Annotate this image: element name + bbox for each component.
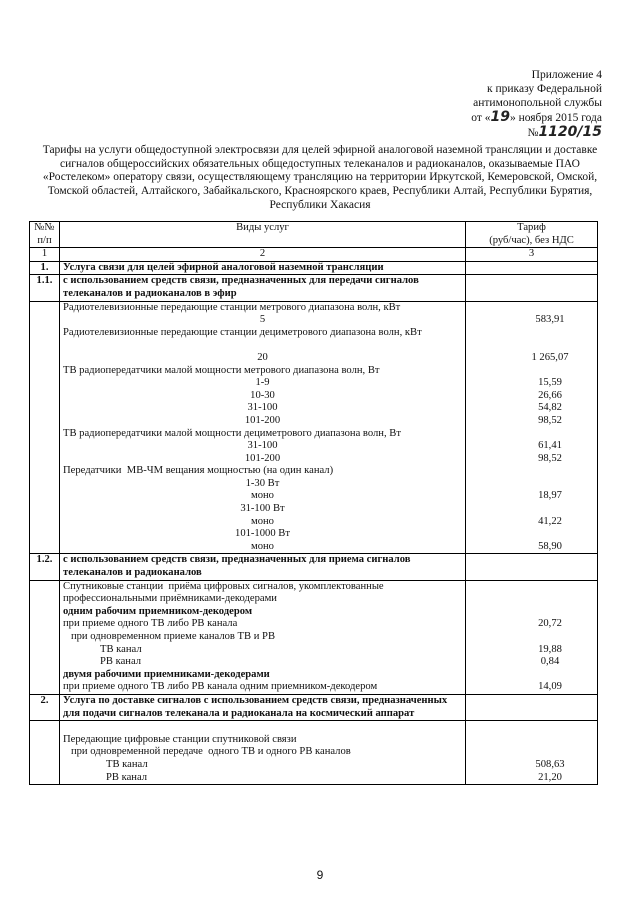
table-row	[30, 465, 598, 478]
service-description: Передатчики МВ-ЧМ вещания мощностью (на один канал)	[60, 465, 466, 478]
row-number	[30, 681, 60, 694]
row-number	[30, 377, 60, 390]
tariff-value: 1 265,07	[466, 352, 598, 365]
table-row	[30, 428, 598, 441]
service-description	[60, 339, 466, 352]
service-description: с использованием средств связи, предназначенных для передачи сигналов телеканалов и радиоканалов в эфир	[60, 275, 466, 301]
tariff-value	[466, 365, 598, 378]
row-number	[30, 669, 60, 682]
tariff-value	[466, 339, 598, 352]
tariff-value: 21,20	[466, 772, 598, 785]
service-description: 5	[60, 314, 466, 327]
table-header-row	[30, 222, 598, 248]
service-description: 31-100 Вт	[60, 503, 466, 516]
service-description: ТВ канал	[60, 644, 466, 657]
service-description: ТВ канал	[60, 759, 466, 772]
tariff-value	[466, 721, 598, 734]
row-number	[30, 516, 60, 529]
tariff-value: 54,82	[466, 402, 598, 415]
tariff-value	[466, 606, 598, 619]
service-description: Передающие цифровые станции спутниковой связи	[60, 734, 466, 747]
row-number	[30, 365, 60, 378]
column-number-1: 1	[30, 248, 60, 262]
row-number	[30, 490, 60, 503]
table-row	[30, 554, 598, 580]
row-number: 1.1.	[30, 275, 60, 301]
table-row	[30, 580, 598, 593]
handwritten-day: 19	[490, 109, 510, 125]
table-row	[30, 669, 598, 682]
table-row	[30, 314, 598, 327]
service-description: одним рабочим приемником-декодером	[60, 606, 466, 619]
column-number-3: 3	[466, 248, 598, 262]
table-row	[30, 759, 598, 772]
table-row	[30, 352, 598, 365]
row-number	[30, 772, 60, 785]
appendix-date-line	[402, 110, 602, 140]
tariff-value: 583,91	[466, 314, 598, 327]
table-row	[30, 365, 598, 378]
row-number	[30, 593, 60, 606]
tariff-table	[29, 221, 598, 785]
row-number	[30, 440, 60, 453]
row-number	[30, 415, 60, 428]
header-tariff: Тариф (руб/час), без НДС	[466, 222, 598, 248]
tariff-value	[466, 503, 598, 516]
tariff-value: 20,72	[466, 618, 598, 631]
row-number	[30, 428, 60, 441]
row-number	[30, 606, 60, 619]
service-description	[60, 721, 466, 734]
column-number-row	[30, 248, 598, 262]
service-description: 101-200	[60, 415, 466, 428]
row-number: 2.	[30, 694, 60, 720]
service-description: профессиональными приёмниками-декодерами	[60, 593, 466, 606]
tariff-value	[466, 631, 598, 644]
appendix-block	[402, 68, 602, 140]
service-description: двумя рабочими приемниками-декодерами	[60, 669, 466, 682]
table-row	[30, 721, 598, 734]
title-line: Томской областей, Алтайского, Забайкальского, Красноярского краев, Республики Алтай, Республики Бурятия,	[47, 185, 593, 198]
tariff-value: 58,90	[466, 541, 598, 554]
tariff-value: 98,52	[466, 453, 598, 466]
table-row	[30, 528, 598, 541]
row-number	[30, 465, 60, 478]
row-number	[30, 618, 60, 631]
service-description: 31-100	[60, 402, 466, 415]
header-number: №№ п/п	[30, 222, 60, 248]
date-mid: » ноября 2015 года №	[509, 112, 602, 139]
row-number	[30, 402, 60, 415]
tariff-value: 0,84	[466, 656, 598, 669]
service-description: 101-1000 Вт	[60, 528, 466, 541]
service-description: при приеме одного ТВ либо РВ канала	[60, 618, 466, 631]
table-row	[30, 631, 598, 644]
service-description: РВ канал	[60, 772, 466, 785]
service-description: с использованием средств связи, предназначенных для приема сигналов телеканалов и радиоканалов	[60, 554, 466, 580]
service-description: 20	[60, 352, 466, 365]
tariff-value	[466, 528, 598, 541]
table-row	[30, 490, 598, 503]
service-description: 1-30 Вт	[60, 478, 466, 491]
title-line: Тарифы на услуги общедоступной электросвязи для целей эфирной аналоговой наземной трансляции и доставке	[42, 144, 598, 156]
service-description: при приеме одного ТВ либо РВ канала одним приемником-декодером	[60, 681, 466, 694]
date-prefix: от «	[471, 112, 491, 124]
service-description: Услуга по доставке сигналов с использованием средств связи, предназначенных для подачи сигналов телеканала и радиоканала на космический аппарат	[60, 694, 466, 720]
row-number	[30, 478, 60, 491]
row-number	[30, 339, 60, 352]
row-number	[30, 631, 60, 644]
title-line: Республики Хакасия	[269, 198, 371, 211]
column-number-2: 2	[60, 248, 466, 262]
row-number	[30, 721, 60, 734]
service-description: 1-9	[60, 377, 466, 390]
tariff-value	[466, 746, 598, 759]
service-description: моно	[60, 541, 466, 554]
row-number	[30, 301, 60, 314]
table-row	[30, 440, 598, 453]
row-number	[30, 644, 60, 657]
table-row	[30, 772, 598, 785]
service-description: ТВ радиопередатчики малой мощности дециметрового диапазона волн, Вт	[60, 428, 466, 441]
service-description: 101-200	[60, 453, 466, 466]
service-description: Радиотелевизионные передающие станции метрового диапазона волн, кВт	[60, 301, 466, 314]
table-row	[30, 390, 598, 403]
tariff-value	[466, 261, 598, 275]
page-number: 9	[316, 868, 324, 882]
table-row	[30, 694, 598, 720]
document-title	[40, 144, 600, 213]
tariff-value: 26,66	[466, 390, 598, 403]
service-description: моно	[60, 516, 466, 529]
table-row	[30, 275, 598, 301]
table-row	[30, 377, 598, 390]
appendix-line-3: антимонопольной службы	[473, 97, 602, 109]
row-number	[30, 734, 60, 747]
tariff-value	[466, 301, 598, 314]
tariff-value: 14,09	[466, 681, 598, 694]
service-description: Спутниковые станции приёма цифровых сигналов, укомплектованные	[60, 580, 466, 593]
appendix-line-2: к приказу Федеральной	[487, 83, 602, 95]
tariff-value: 98,52	[466, 415, 598, 428]
table-row	[30, 644, 598, 657]
service-description: РВ канал	[60, 656, 466, 669]
service-description: 31-100	[60, 440, 466, 453]
service-description: ТВ радиопередатчики малой мощности метрового диапазона волн, Вт	[60, 365, 466, 378]
table-row	[30, 301, 598, 314]
row-number	[30, 352, 60, 365]
table-row	[30, 503, 598, 516]
row-number	[30, 541, 60, 554]
tariff-value: 19,88	[466, 644, 598, 657]
tariff-value	[466, 465, 598, 478]
table-row	[30, 261, 598, 275]
table-row	[30, 453, 598, 466]
tariff-value: 61,41	[466, 440, 598, 453]
handwritten-order-number: 1120/15	[538, 124, 602, 140]
title-line: сигналов общероссийских обязательных общедоступных телеканалов и радиоканалов, оказываемые ПАО	[60, 157, 580, 170]
row-number	[30, 656, 60, 669]
row-number	[30, 528, 60, 541]
tariff-value	[466, 669, 598, 682]
table-row	[30, 339, 598, 352]
table-row	[30, 327, 598, 340]
table-row	[30, 746, 598, 759]
row-number	[30, 327, 60, 340]
header-services: Виды услуг	[60, 222, 466, 248]
tariff-value	[466, 734, 598, 747]
tariff-value	[466, 694, 598, 720]
service-description: Услуга связи для целей эфирной аналоговой наземной трансляции	[60, 261, 466, 275]
table-row	[30, 478, 598, 491]
table-row	[30, 734, 598, 747]
row-number: 1.2.	[30, 554, 60, 580]
row-number	[30, 314, 60, 327]
tariff-value	[466, 327, 598, 340]
tariff-value	[466, 580, 598, 593]
row-number	[30, 580, 60, 593]
service-description: Радиотелевизионные передающие станции дециметрового диапазона волн, кВт	[60, 327, 466, 340]
tariff-value: 18,97	[466, 490, 598, 503]
tariff-value	[466, 428, 598, 441]
service-description: при одновременной передаче одного ТВ и одного РВ каналов	[60, 746, 466, 759]
tariff-value: 508,63	[466, 759, 598, 772]
row-number	[30, 390, 60, 403]
table-row	[30, 656, 598, 669]
table-row	[30, 681, 598, 694]
table-row	[30, 593, 598, 606]
appendix-line-1: Приложение 4	[531, 69, 602, 81]
tariff-value: 15,59	[466, 377, 598, 390]
service-description: моно	[60, 490, 466, 503]
table-row	[30, 516, 598, 529]
tariff-value: 41,22	[466, 516, 598, 529]
table-row	[30, 415, 598, 428]
table-row	[30, 606, 598, 619]
row-number	[30, 759, 60, 772]
title-line: «Ростелеком» оператору связи, осуществляющему трансляцию на территории Иркутской, Кемеровской, Омской,	[42, 171, 598, 184]
service-description: при одновременном приеме каналов ТВ и РВ	[60, 631, 466, 644]
tariff-value	[466, 593, 598, 606]
tariff-value	[466, 275, 598, 301]
row-number	[30, 503, 60, 516]
tariff-value	[466, 478, 598, 491]
tariff-value	[466, 554, 598, 580]
table-row	[30, 541, 598, 554]
table-row	[30, 618, 598, 631]
table-row	[30, 402, 598, 415]
row-number: 1.	[30, 261, 60, 275]
row-number	[30, 746, 60, 759]
service-description: 10-30	[60, 390, 466, 403]
row-number	[30, 453, 60, 466]
